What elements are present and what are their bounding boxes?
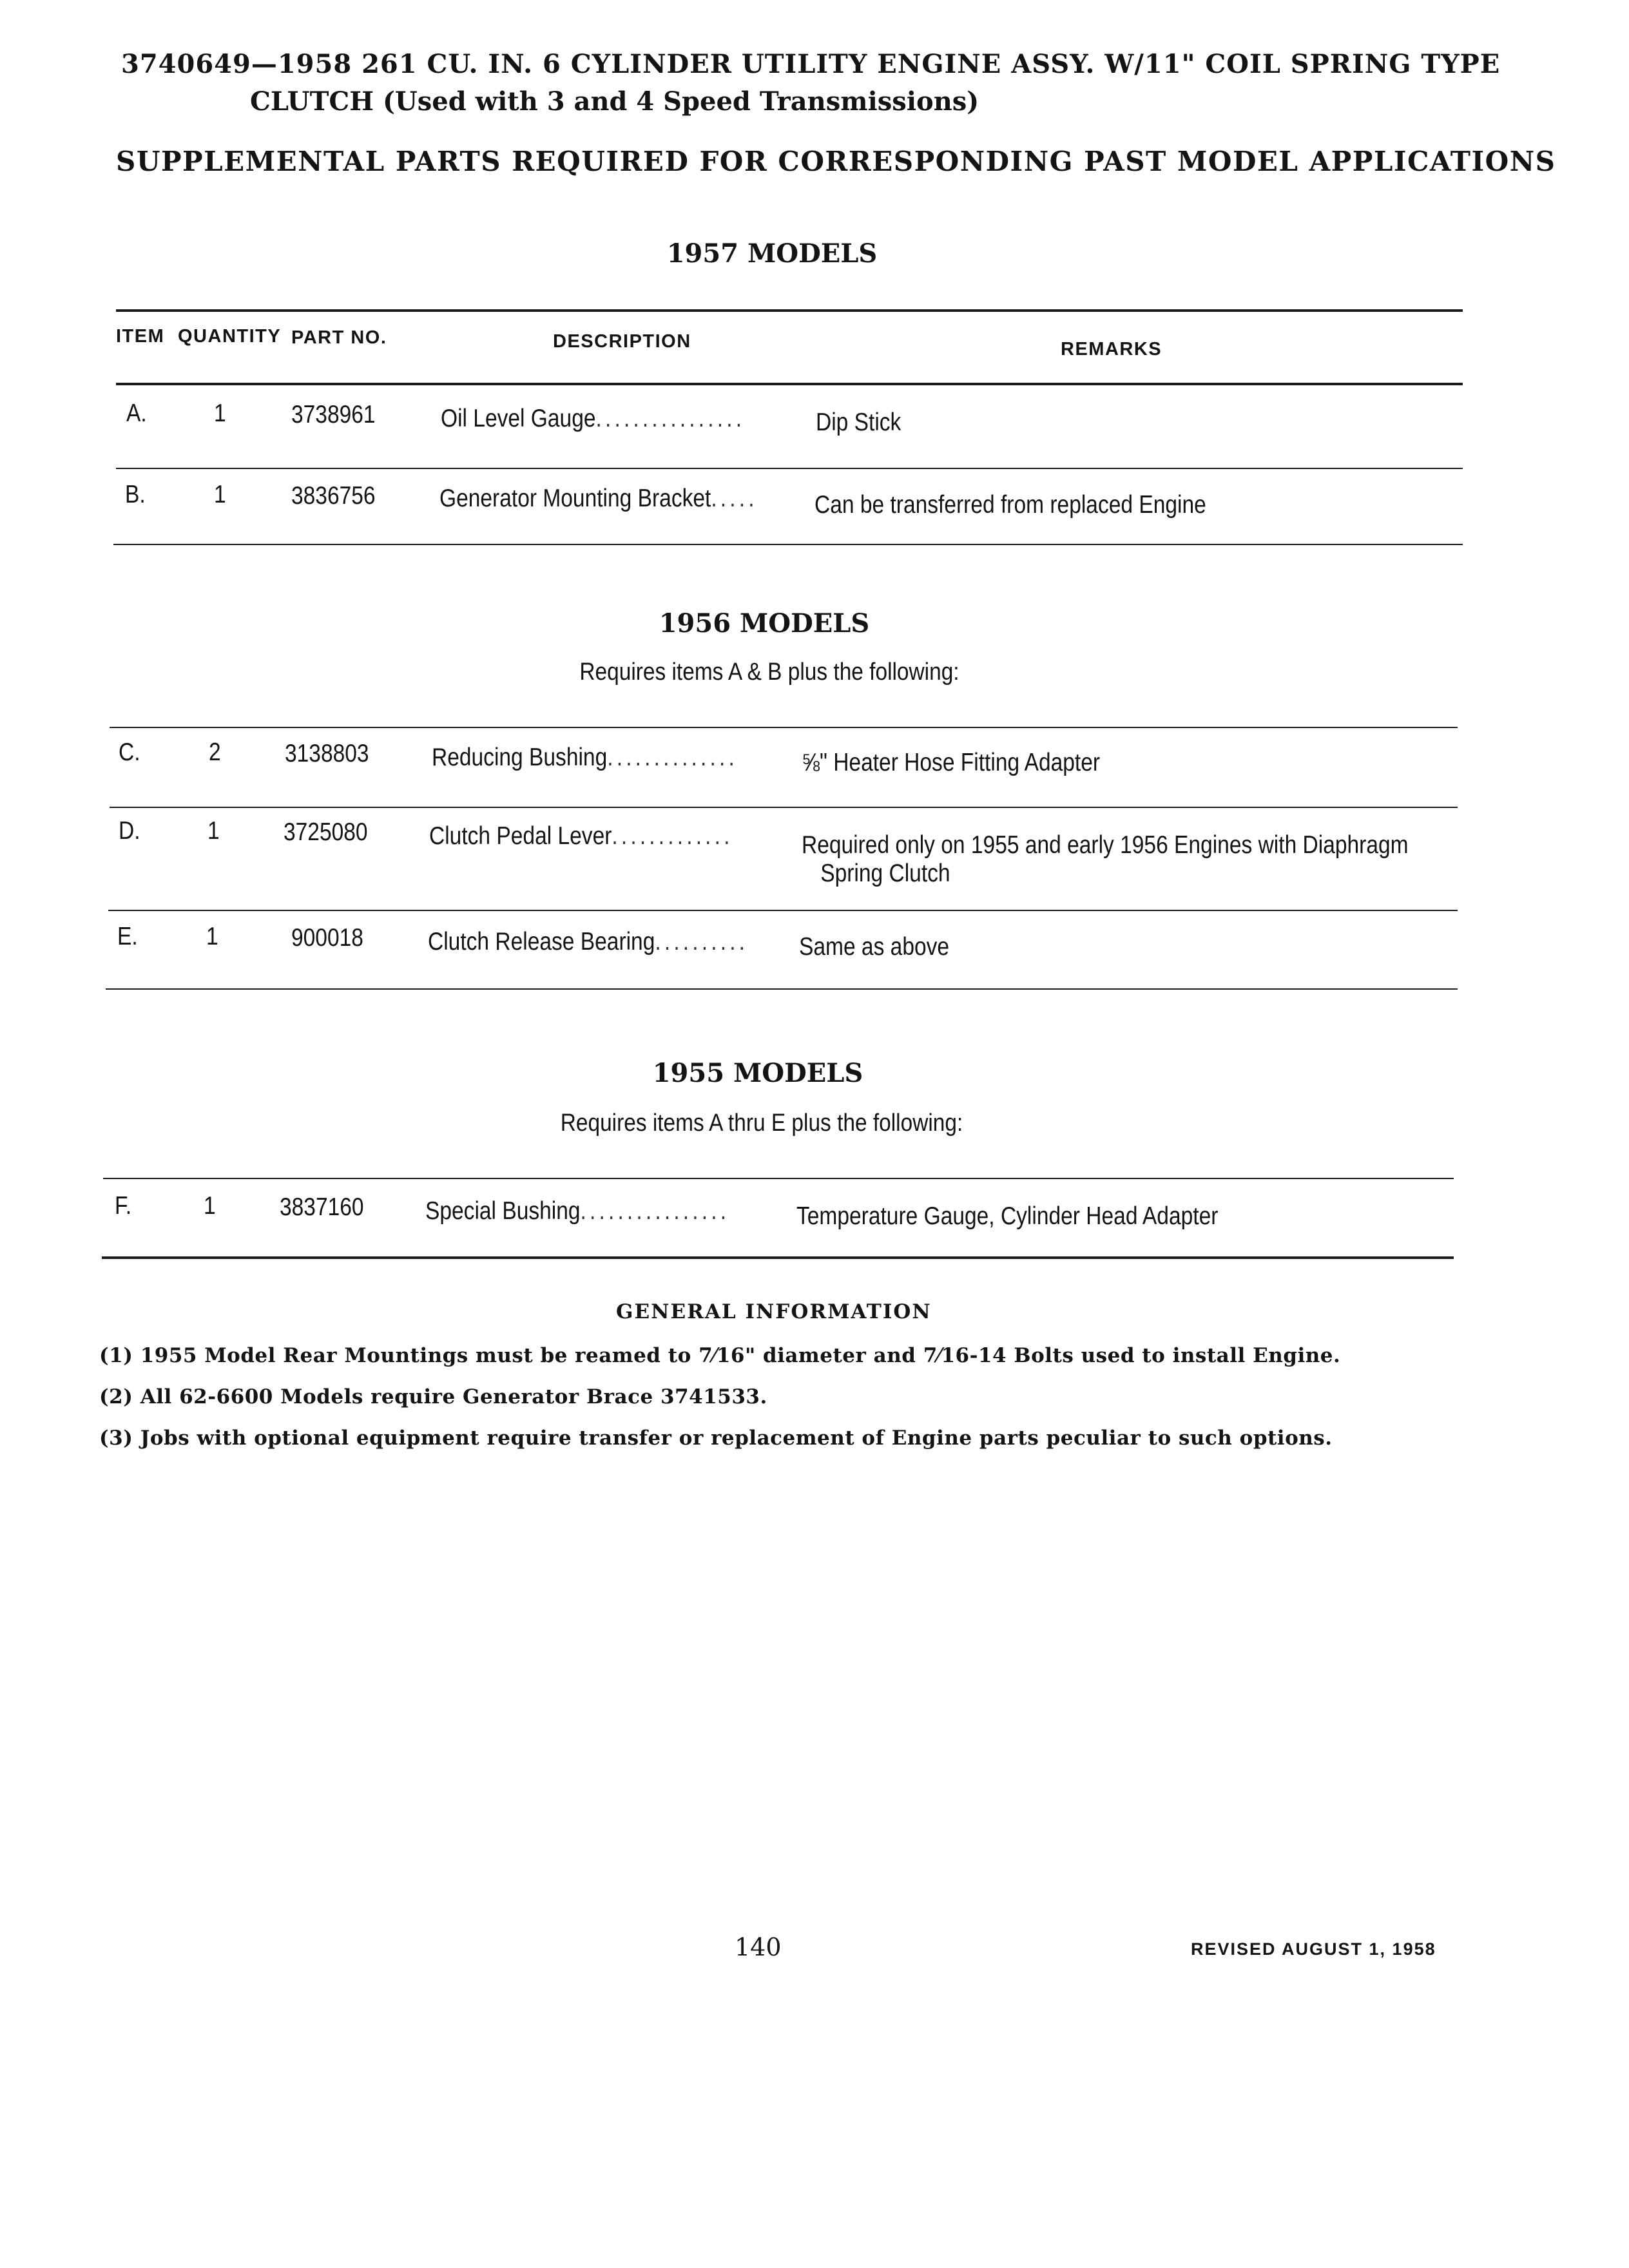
row-e-description: [428, 928, 748, 956]
section-title-1955: 1955 MODELS: [652, 1058, 863, 1088]
general-note-3: (3) Jobs with optional equipment require transfer or replacement of Engine parts peculiar to such options.: [99, 1427, 1333, 1450]
row-e-remarks: Same as above: [799, 933, 950, 961]
section-bottom-rule: [106, 988, 1458, 990]
column-header-description: DESCRIPTION: [553, 331, 691, 352]
assembly-title-line2: CLUTCH (Used with 3 and 4 Speed Transmissions): [250, 86, 979, 117]
row-divider: [116, 468, 1463, 469]
row-b-description: [439, 485, 758, 513]
row-a-quantity: 1: [214, 399, 226, 427]
row-e-leader-dots: ..........: [655, 928, 749, 956]
row-e-part-no: 900018: [291, 924, 363, 952]
row-c-quantity: 2: [209, 738, 221, 766]
row-f-remarks: Temperature Gauge, Cylinder Head Adapter: [796, 1202, 1219, 1230]
section-title-1956: 1956 MODELS: [659, 608, 870, 639]
row-a-remarks: Dip Stick: [816, 408, 901, 436]
table-bottom-rule: [102, 1256, 1454, 1259]
row-f-description: [425, 1197, 729, 1225]
page-number: 140: [735, 1933, 782, 1961]
row-d-description: [429, 822, 733, 850]
row-b-leader-dots: .....: [711, 485, 758, 512]
row-d-remarks-line1: Required only on 1955 and early 1956 Engines with Diaphragm: [802, 831, 1409, 859]
general-note-1: (1) 1955 Model Rear Mountings must be reamed to 7⁄16" diameter and 7⁄16-14 Bolts used to install Engine.: [99, 1344, 1341, 1367]
general-information-title: GENERAL INFORMATION: [616, 1300, 932, 1323]
row-b-remarks: Can be transferred from replaced Engine: [815, 491, 1206, 519]
row-e-item: E.: [117, 923, 138, 950]
row-f-quantity: 1: [204, 1192, 216, 1220]
column-header-item: ITEM: [116, 326, 165, 347]
row-d-leader-dots: .............: [612, 822, 733, 850]
row-d-description-text: Clutch Pedal Lever: [429, 822, 612, 850]
section-top-rule: [103, 1178, 1454, 1179]
section-subtitle-1956: Requires items A & B plus the following:: [579, 658, 959, 686]
row-b-description-text: Generator Mounting Bracket: [439, 485, 711, 512]
row-c-description-text: Reducing Bushing: [432, 744, 608, 771]
table-top-rule: [116, 309, 1463, 312]
row-c-item: C.: [119, 738, 140, 766]
row-f-description-text: Special Bushing: [425, 1197, 581, 1225]
row-e-quantity: 1: [206, 923, 218, 950]
row-divider: [110, 807, 1458, 808]
row-c-leader-dots: ..............: [607, 744, 738, 771]
row-f-part-no: 3837160: [280, 1193, 364, 1221]
row-f-item: F.: [115, 1192, 132, 1220]
general-note-2: (2) All 62-6600 Models require Generator Brace 3741533.: [99, 1385, 767, 1408]
row-d-remarks: [802, 831, 1409, 888]
row-b-part-no: 3836756: [291, 482, 376, 510]
row-a-description-text: Oil Level Gauge: [441, 405, 596, 432]
row-b-quantity: 1: [214, 481, 226, 508]
row-c-remarks: ⅝" Heater Hose Fitting Adapter: [802, 749, 1101, 776]
row-d-remarks-line2: Spring Clutch: [820, 860, 950, 887]
row-d-part-no: 3725080: [284, 818, 368, 846]
row-a-part-no: 3738961: [291, 401, 376, 428]
header-bottom-rule: [116, 383, 1463, 385]
row-c-part-no: 3138803: [285, 740, 369, 767]
column-header-quantity: QUANTITY: [178, 326, 282, 347]
supplemental-heading: SUPPLEMENTAL PARTS REQUIRED FOR CORRESPONDING PAST MODEL APPLICATIONS: [116, 146, 1556, 177]
row-d-item: D.: [119, 817, 140, 845]
row-divider: [108, 910, 1458, 911]
section-title-1957: 1957 MODELS: [666, 238, 878, 269]
row-b-item: B.: [125, 481, 146, 508]
row-f-leader-dots: ................: [580, 1197, 730, 1225]
row-a-leader-dots: ................: [595, 405, 746, 432]
assembly-title-line1: 3740649—1958 261 CU. IN. 6 CYLINDER UTILITY ENGINE ASSY. W/11" COIL SPRING TYPE: [121, 49, 1501, 79]
row-a-description: [441, 405, 745, 433]
section-subtitle-1955: Requires items A thru E plus the following:: [560, 1110, 963, 1137]
revision-date: REVISED AUGUST 1, 1958: [1191, 1939, 1436, 1959]
row-c-description: [432, 744, 738, 772]
column-header-part-no: PART NO.: [291, 327, 387, 348]
section-bottom-rule: [113, 544, 1463, 545]
column-header-remarks: REMARKS: [1061, 339, 1162, 360]
row-d-quantity: 1: [207, 817, 220, 845]
row-a-item: A.: [126, 399, 147, 427]
row-e-description-text: Clutch Release Bearing: [428, 928, 655, 956]
section-top-rule: [110, 727, 1458, 728]
